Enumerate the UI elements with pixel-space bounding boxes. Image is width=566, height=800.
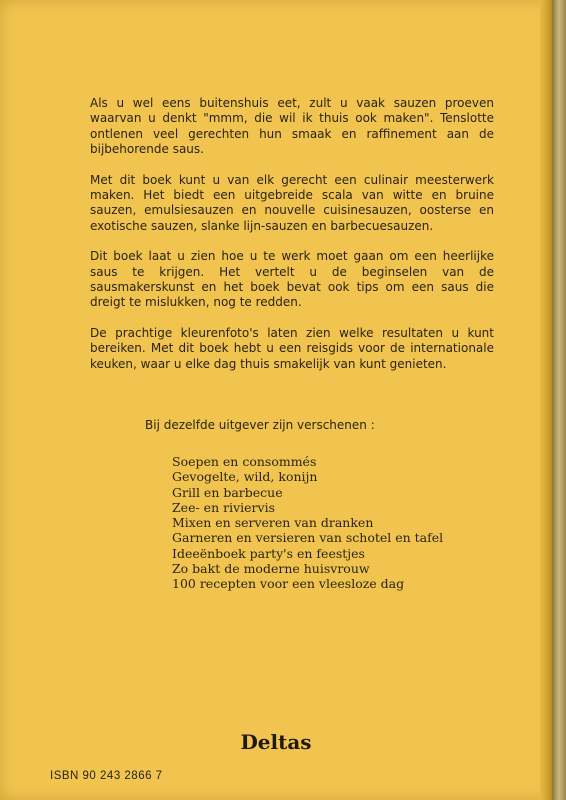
page-edge	[552, 0, 566, 800]
list-item: Garneren en versieren van schotel en tafel	[172, 530, 444, 546]
also-published-list	[172, 454, 443, 592]
blurb-paragraph-4: De prachtige kleurenfoto's laten zien welke resultaten u kunt bereiken. Met dit boek hebt u een reisgids voor de internationale keuken, waar u elke dag thuis smakelijk van kunt genieten.	[90, 325, 494, 371]
also-published-heading: Bij dezelfde uitgever zijn verschenen :	[145, 418, 375, 432]
isbn-number: ISBN 90 243 2866 7	[50, 770, 163, 782]
list-item: Grill en barbecue	[172, 484, 283, 500]
list-item: Mixen en serveren van dranken	[172, 515, 374, 531]
list-item: Zee- en riviervis	[172, 499, 275, 515]
list-item: 100 recepten voor een vleesloze dag	[172, 576, 405, 592]
blurb-paragraph-3: Dit boek laat u zien hoe u te werk moet gaan om een heerlijke saus te krijgen. Het vertelt u de beginselen van de sausmakerskunst en het boek bevat ook tips om een saus die dreigt te mislukken, nog te redden.	[90, 249, 494, 310]
list-item: Gevogelte, wild, konijn	[172, 469, 318, 485]
list-item: Ideeënboek party's en feestjes	[172, 545, 365, 561]
list-item: Zo bakt de moderne huisvrouw	[172, 561, 370, 577]
blurb-text	[90, 96, 494, 387]
blurb-paragraph-1: Als u wel eens buitenshuis eet, zult u vaak sauzen proeven waarvan u denkt "mmm, die wil ik thuis ook maken". Tenslotte ontlenen veel gerechten hun smaak en raffinement aan de bijbehorende saus.	[90, 96, 494, 157]
publisher-logo: Deltas	[240, 730, 312, 754]
cover-edge	[540, 0, 552, 800]
list-item: Soepen en consommés	[172, 454, 317, 469]
blurb-paragraph-2: Met dit boek kunt u van elk gerecht een culinair meesterwerk maken. Het biedt een uitgebreide scala van witte en bruine sauzen, emulsiesauzen en nouvelle cuisinesauzen, oosterse en exotische sauzen, slanke lijn-sauzen en barbecuesauzen.	[90, 172, 494, 233]
